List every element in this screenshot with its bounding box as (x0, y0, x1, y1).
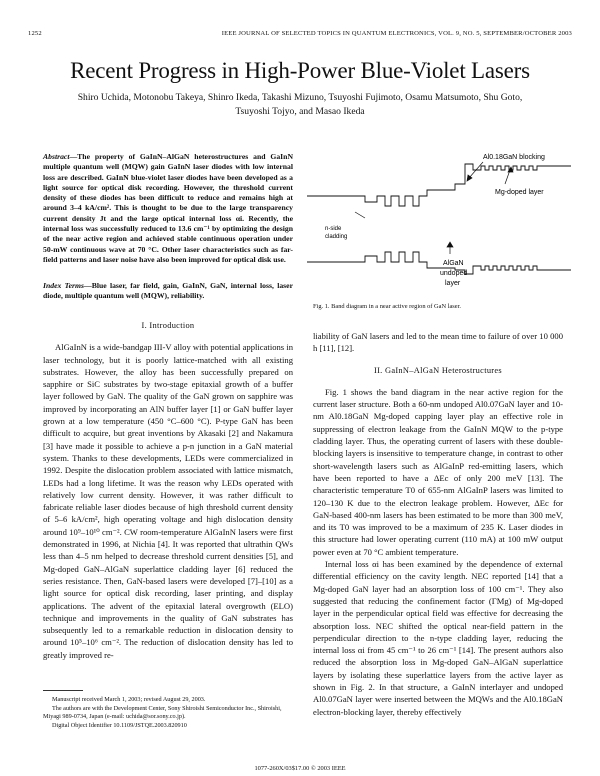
index-terms (43, 281, 293, 302)
footnote-doi: Digital Object Identifier 10.1109/JSTQE.2003.820910 (52, 721, 187, 729)
label-layer: layer (445, 280, 461, 287)
section-heading-heterostructures: II. GaInN–AlGaN Heterostructures (374, 365, 502, 375)
section-heading-introduction: I. Introduction (141, 321, 195, 330)
band-diagram-figure (305, 150, 573, 300)
hetero-paragraph-2: Internal loss αi has been examined by the dependence of external differential efficiency on the cavity length. NEC reported [14] that a Mg-doped GaN layer had an absorption loss of 100 cm⁻¹. They also suggested that reducing the confinement factor (ΓMg) of Mg-doped layer in the perpendicular optical field was effective for decreasing the absorption loss. NEC shifted the optical near-field pattern in the perpendicular direction to the n-type cladding layer, reducing the internal loss αi from 45 cm⁻¹ to 26 cm⁻¹ [14]. The present authors also reduced the absorption loss in Mg-doped GaN–AlGaN superlattice layers by isolating these superlattice layers from the active layer as shown in Fig. 2. In that structure, a GaInN interlayer and undoped Al0.07GaN layer were inserted between the MQWs and the Al0.18GaN electron-blocking layer, thereby effectively (313, 559, 563, 717)
abstract (43, 152, 293, 265)
index-terms-label: Index Terms (43, 281, 85, 290)
author-line-2: Tsuyoshi Tojyo, and Masao Ikeda (235, 106, 365, 117)
figure-caption: Fig. 1. Band diagram in a near active region of GaN laser. (313, 303, 462, 310)
algan-arrowhead (447, 242, 453, 247)
footnote-received: Manuscript received March 1, 2003; revised August 29, 2003. (52, 696, 206, 703)
label-blocking: Al0.18GaN blocking (483, 154, 545, 161)
right-continuation-paragraph: liability of GaN lasers and led to the mean time to failure of over 10 000 h [11], [12]. (313, 331, 563, 354)
running-header (28, 30, 572, 42)
author-line-1: Shiro Uchida, Motonobu Takeya, Shinro Ikeda, Takashi Mizuno, Tsuyoshi Fujimoto, Osamu Matsumoto, Shu Goto, (77, 92, 523, 103)
page-number: 1252 (28, 30, 42, 37)
intro-paragraph: AlGaInN is a wide-bandgap III-V alloy with potential applications in laser technology, but it is poorly lattice-matched with all existing substrates. However, the alloy has been successfully prepared on sapphire or SiC substrates by two-stage epitaxial growth of a buffer layer followed by GaN. The quality of the GaN grown on sapphire was improved by incorporating an AlN buffer layer [1] or GaN buffer layer grown at a low temperature (450 °C–600 °C). P-type GaN has been difficult to acquire, but great inventions by Akasaki [2] and Nakamura [3] have made it possible to achieve a p-n junction in a GaN material system. Thanks to these developments, LEDs were commercialized in 1992. Despite the dislocation problem associated with lattice mismatch, LEDs had a long lifetime. It was the reason why LEDs operated with relatively low current density. However, it was rather difficult to fabricate reliable laser diodes because of high threshold current density of 5–6 kA/cm², high operating voltage and high dislocation density around 10⁹–10¹⁰ cm⁻². CW room-temperature AlGaInN lasers were first demonstrated in 1996, at Nichia [4]. It was reported that ultrathin QWs less than 4–5 nm helped to decrease threshold current densities [5], and Mg-doped GaN–AlGaN superlattice cladding layer [6] reduced the series resistance. Then, GaN-based lasers were developed [7]–[10] as a light source for optical disk recording, laser printing, and display applications. The advent of the epitaxial lateral overgrowth (ELO) technique and improvements in the quality of GaN substrates has subsequently led to a remarkable reduction in dislocation density to around 10⁵–10⁶ cm⁻². The reduction of dislocation density has led to greatly improved re- (43, 342, 293, 660)
label-undoped: undoped (440, 270, 468, 277)
conduction-band-line (307, 164, 571, 206)
footnotes (43, 690, 299, 730)
right-column-body (313, 330, 563, 718)
paper-title: Recent Progress in High-Power Blue-Violet Lasers (70, 58, 530, 83)
abstract-text: —The property of GaInN–AlGaN heterostructures and GaInN multiple quantum well (MQW) gain GaInN laser diodes with low internal loss are described. GaInN blue-violet laser diodes have been developed as a light source for optical disk recording. However, the threshold current density of these diodes has been difficult to reduce and remains high at around 3–4 kA/cm². This is thought to be due to the large transparency current density Jt and the large optical internal loss αi. Recently, the internal loss was successfully reduced to 13.6 cm⁻¹ by optimizing the design of the near active region and achieved stable continuous operation under 50-mW continuous wave at 70 °C. Other laser characteristics such as far-field patterns and laser noise have also been improved for optical disk use. (43, 152, 293, 264)
copyright-line: 1077-260X/03$17.00 © 2003 IEEE (254, 765, 346, 772)
journal-name: IEEE JOURNAL OF SELECTED TOPICS IN QUANTUM ELECTRONICS, VOL. 9, NO. 5, SEPTEMBER/OCTOBER 2003 (221, 30, 572, 37)
cladding-arrow (355, 212, 365, 218)
left-column-body (43, 320, 293, 661)
label-cladding: cladding (325, 234, 348, 240)
hetero-paragraph-1: Fig. 1 shows the band diagram in the near active region for the current laser structure. Both a 60-nm undoped Al0.07GaN layer and 10-nm Al0.18GaN Mg-doped capping layer play an effective role in suppressing of electron leakage from the GaInN MQW to the p-type cladding layer. Thus, the operating current of lasers with these double-blocking layers is insensitive to temperature change, in contrast to other short-wavelength lasers such as AlGaInP red-emitting lasers, which have been reported to have a ΔEc of only 200 meV [13]. The characteristic temperature T0 of 655-nm AlGaInP lasers was limited to 120–130 K due to the electron leakage problem. However, ΔEc for GaN-based 400-nm lasers has been estimated to be more than 300 meV, and its T0 was improved to be a maximum of 235 K. Laser diodes in this structure had lower operating current (110 mA) at 100 mW output power even at 70 °C ambient temperature. (313, 386, 563, 557)
footnote-rule (43, 690, 83, 691)
label-mg-doped: Mg-doped layer (495, 189, 544, 196)
label-algan: AlGaN (443, 260, 464, 267)
author-list (60, 91, 540, 119)
valence-band-line (307, 252, 571, 274)
index-terms-text: —Blue laser, far field, gain, GaInN, GaN, internal loss, laser diode, multiple quantum well (MQW), reliability. (43, 281, 293, 301)
abstract-label: Abstract (43, 152, 70, 161)
label-n-side: n-side (325, 226, 342, 232)
footnote-affiliation: The authors are with the Development Center, Sony Shiroishi Semiconductor Inc., Shiroishi, Miyagi 989-0734, Japan (e-mail: uchida@sor.sony.co.jp). (43, 704, 282, 721)
